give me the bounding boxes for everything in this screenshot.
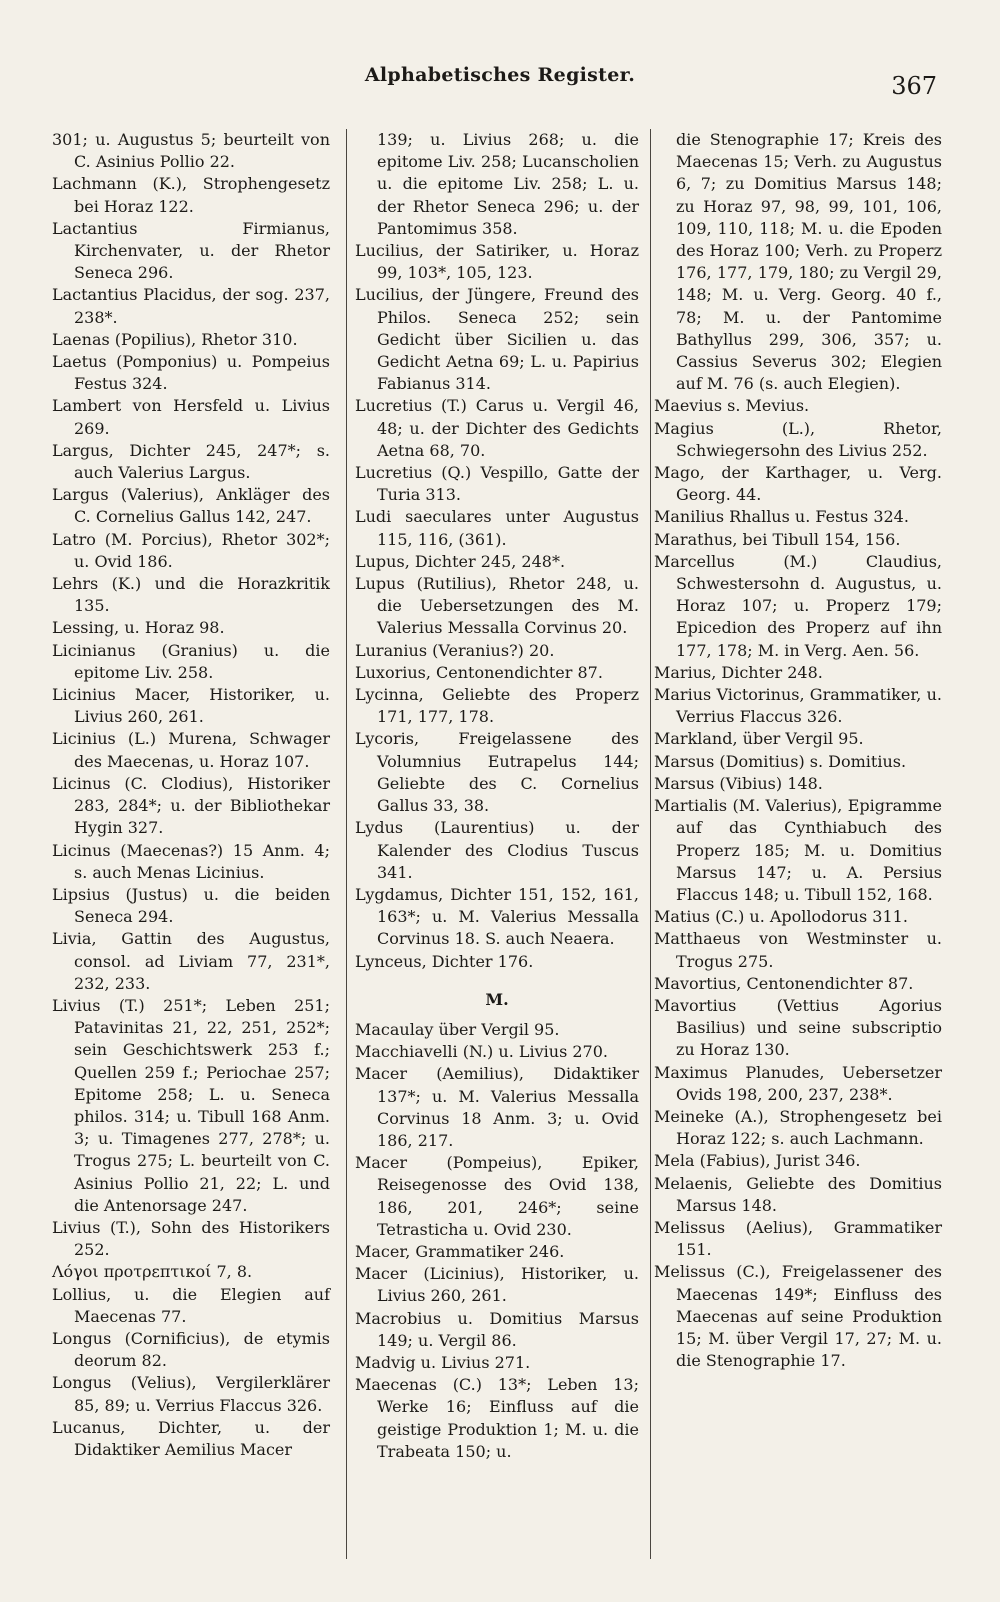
index-entry: Macer (Licinius), Historiker, u. Livius 260, 261. bbox=[355, 1264, 639, 1306]
index-entry: Marathus, bei Tibull 154, 156. bbox=[654, 529, 901, 549]
index-entry: Lucilius, der Jüngere, Freund des Philos. Seneca 252; sein Gedicht über Sicilien u. das Gedicht Aetna 69; L. u. Papirius Fabianus 314. bbox=[355, 285, 639, 394]
section-heading-m: M. bbox=[485, 989, 509, 1009]
index-entry: Magius (L.), Rhetor, Schwiegersohn des Livius 252. bbox=[654, 418, 942, 460]
index-entry: Laetus (Pomponius) u. Pompeius Festus 324. bbox=[52, 352, 330, 394]
index-entry: Martialis (M. Valerius), Epigramme auf das Cynthiabuch des Properz 185; M. u. Domitius Marsus 147; u. A. Persius Flaccus 148; u. Tibull 152, 168. bbox=[654, 796, 942, 904]
index-entry: Meineke (A.), Strophengesetz bei Horaz 122; s. auch Lachmann. bbox=[654, 1106, 942, 1149]
index-entry: Melaenis, Geliebte des Domitius Marsus 148. bbox=[654, 1173, 942, 1215]
index-entry: Lucretius (Q.) Vespillo, Gatte der Turia 313. bbox=[355, 463, 639, 505]
index-entry: Marcellus (M.) Claudius, Schwestersohn d. Augustus, u. Horaz 107; u. Properz 179; Epicedion des Properz auf ihn 177, 178; M. in Verg. Aen. 56. bbox=[654, 551, 942, 660]
index-entry: Licinius (L.) Murena, Schwager des Maecenas, u. Horaz 107. bbox=[52, 729, 330, 771]
index-entry: Mavortius, Centonendichter 87. bbox=[654, 973, 914, 993]
index-entry: Lipsius (Justus) u. die beiden Seneca 294. bbox=[52, 884, 330, 927]
index-entry: Lygdamus, Dichter 151, 152, 161, 163*; u. M. Valerius Messalla Corvinus 18. S. auch Neaera. bbox=[355, 884, 639, 949]
index-entry: Manilius Rhallus u. Festus 324. bbox=[654, 507, 909, 527]
index-entry: Largus (Valerius), Ankläger des C. Cornelius Gallus 142, 247. bbox=[52, 485, 330, 527]
index-entry: Ludi saeculares unter Augustus 115, 116, (361). bbox=[355, 507, 639, 549]
index-entry: Lupus, Dichter 245, 248*. bbox=[355, 551, 566, 571]
index-entry: Macrobius u. Domitius Marsus 149; u. Vergil 86. bbox=[355, 1308, 639, 1350]
index-entry: Livius (T.) 251*; Leben 251; Patavinitas 21, 22, 251, 252*; sein Geschichtswerk 253 f.; Quellen 259 f.; Periochae 257; Epitome 258; L. u. Seneca philos. 314; u. Tibull 168 Anm. 3; u. Timagenes 277, 278*; u. Trogus 275; L. beurteilt von C. Asinius Pollio 21, 22; L. und die Antenorsage 247. bbox=[52, 995, 330, 1215]
index-entry-continuation: 139; u. Livius 268; u. die epitome Liv. 258; Lucanscholien u. die epitome Liv. 258; L. u. der Rhetor Seneca 296; u. der Pantomimus 358. bbox=[377, 130, 639, 238]
index-entry: Marius Victorinus, Grammatiker, u. Verrius Flaccus 326. bbox=[654, 685, 942, 727]
index-entry: Lydus (Laurentius) u. der Kalender des Clodius Tuscus 341. bbox=[355, 818, 639, 882]
index-entry: Marsus (Domitius) s. Domitius. bbox=[654, 751, 907, 771]
index-entry: Maximus Planudes, Uebersetzer Ovids 198, 200, 237, 238*. bbox=[654, 1062, 942, 1104]
index-column-3 bbox=[654, 129, 942, 1372]
index-entry: Mavortius (Vettius Agorius Basilius) und seine subscriptio zu Horaz 130. bbox=[654, 995, 942, 1060]
index-entry: Laenas (Popilius), Rhetor 310. bbox=[52, 329, 298, 349]
index-entry: Lynceus, Dichter 176. bbox=[355, 951, 534, 971]
index-entry: Lucilius, der Satiriker, u. Horaz 99, 103*, 105, 123. bbox=[355, 241, 639, 283]
index-entry: Livius (T.), Sohn des Historikers 252. bbox=[52, 1217, 330, 1260]
index-entry: Lycinna, Geliebte des Properz 171, 177, 178. bbox=[355, 685, 639, 727]
index-entry: Macer, Grammatiker 246. bbox=[355, 1241, 565, 1261]
index-entry: Lachmann (K.), Strophengesetz bei Horaz 122. bbox=[52, 174, 330, 216]
index-entry: Longus (Cornificius), de etymis deorum 82. bbox=[52, 1328, 330, 1371]
index-entry: Licinus (C. Clodius), Historiker 283, 284*; u. der Bibliothekar Hygin 327. bbox=[52, 773, 330, 838]
column-divider bbox=[650, 129, 651, 1559]
index-entry: Lactantius Firmianus, Kirchenvater, u. der Rhetor Seneca 296. bbox=[52, 218, 330, 283]
index-entry: Matius (C.) u. Apollodorus 311. bbox=[654, 907, 908, 927]
index-entry: Lucretius (T.) Carus u. Vergil 46, 48; u. der Dichter des Gedichts Aetna 68, 70. bbox=[355, 396, 639, 460]
index-entry: Mago, der Karthager, u. Verg. Georg. 44. bbox=[654, 463, 942, 505]
index-column-1 bbox=[52, 129, 330, 1461]
index-entry: Melissus (Aelius), Grammatiker 151. bbox=[654, 1217, 942, 1260]
index-entry: Licinus (Maecenas?) 15 Anm. 4; s. auch Menas Licinius. bbox=[52, 840, 330, 882]
index-entry: Markland, über Vergil 95. bbox=[654, 729, 864, 749]
index-entry: Livia, Gattin des Augustus, consol. ad Liviam 77, 231*, 232, 233. bbox=[52, 929, 330, 993]
page-number: 367 bbox=[891, 72, 937, 100]
index-entry: Lehrs (K.) und die Horazkritik 135. bbox=[52, 574, 330, 616]
index-entry: Macchiavelli (N.) u. Livius 270. bbox=[355, 1042, 608, 1062]
column-divider bbox=[346, 129, 347, 1559]
index-entry: Mela (Fabius), Jurist 346. bbox=[654, 1151, 861, 1171]
index-entry: 301; u. Augustus 5; beurteilt von C. Asinius Pollio 22. bbox=[52, 130, 330, 172]
index-entry: Largus, Dichter 245, 247*; s. auch Valerius Largus. bbox=[52, 440, 330, 483]
index-entry: Maevius s. Mevius. bbox=[654, 396, 810, 416]
index-entry: Marius, Dichter 248. bbox=[654, 662, 823, 682]
index-entry-continuation: die Stenographie 17; Kreis des Maecenas 15; Verh. zu Augustus 6, 7; zu Domitius Marsus 148; zu Horaz 97, 98, 99, 101, 106, 109, 110, 118; M. u. die Epoden des Horaz 100; Verh. zu Properz 176, 177, 179, 180; zu Vergil 29, 148; M. u. Verg. Georg. 40 f., 78; M. u. der Pantomime Bathyllus 299, 306, 357; u. Cassius Severus 302; Elegien auf M. 76 (s. auch Elegien). bbox=[676, 130, 942, 394]
index-entry: Madvig u. Livius 271. bbox=[355, 1352, 531, 1372]
index-column-2 bbox=[355, 129, 639, 1463]
index-entry: Lucanus, Dichter, u. der Didaktiker Aemilius Macer bbox=[52, 1417, 330, 1459]
index-entry: Matthaeus von Westminster u. Trogus 275. bbox=[654, 929, 942, 971]
index-entry: Macer (Aemilius), Didaktiker 137*; u. M. Valerius Messalla Corvinus 18 Anm. 3; u. Ovid 186, 217. bbox=[355, 1064, 639, 1150]
index-entry: Lambert von Hersfeld u. Livius 269. bbox=[52, 396, 330, 438]
index-entry: Lycoris, Freigelassene des Volumnius Eutrapelus 144; Geliebte des C. Cornelius Gallus 33, 38. bbox=[355, 729, 639, 816]
index-entry: Lollius, u. die Elegien auf Maecenas 77. bbox=[52, 1284, 330, 1326]
index-entry: Λόγοι προτρεπτικοί 7, 8. bbox=[52, 1262, 253, 1282]
index-entry: Luranius (Veranius?) 20. bbox=[355, 640, 555, 660]
index-entry: Maecenas (C.) 13*; Leben 13; Werke 16; Einfluss auf die geistige Produktion 1; M. u. die Trabeata 150; u. bbox=[355, 1375, 639, 1461]
index-entry: Marsus (Vibius) 148. bbox=[654, 773, 823, 793]
index-entry: Luxorius, Centonendichter 87. bbox=[355, 662, 603, 682]
index-entry: Lupus (Rutilius), Rhetor 248, u. die Uebersetzungen des M. Valerius Messalla Corvinus 20. bbox=[355, 574, 639, 638]
index-entry: Longus (Velius), Vergilerklärer 85, 89; u. Verrius Flaccus 326. bbox=[52, 1373, 330, 1415]
index-entry: Macer (Pompeius), Epiker, Reisegenosse des Ovid 138, 186, 201, 246*; seine Tetrasticha u. Ovid 230. bbox=[355, 1153, 639, 1239]
index-entry: Latro (M. Porcius), Rhetor 302*; u. Ovid 186. bbox=[52, 529, 330, 571]
index-entry: Lessing, u. Horaz 98. bbox=[52, 618, 225, 638]
index-entry: Licinius Macer, Historiker, u. Livius 260, 261. bbox=[52, 685, 330, 727]
index-entry: Licinianus (Granius) u. die epitome Liv. 258. bbox=[52, 640, 330, 682]
index-entry: Lactantius Placidus, der sog. 237, 238*. bbox=[52, 285, 330, 327]
index-entry: Macaulay über Vergil 95. bbox=[355, 1019, 560, 1039]
running-title: Alphabetisches Register. bbox=[364, 64, 636, 86]
index-entry: Melissus (C.), Freigelassener des Maecenas 149*; Einfluss des Maecenas auf seine Produktion 15; M. über Vergil 17, 27; M. u. die Stenographie 17. bbox=[654, 1262, 942, 1371]
